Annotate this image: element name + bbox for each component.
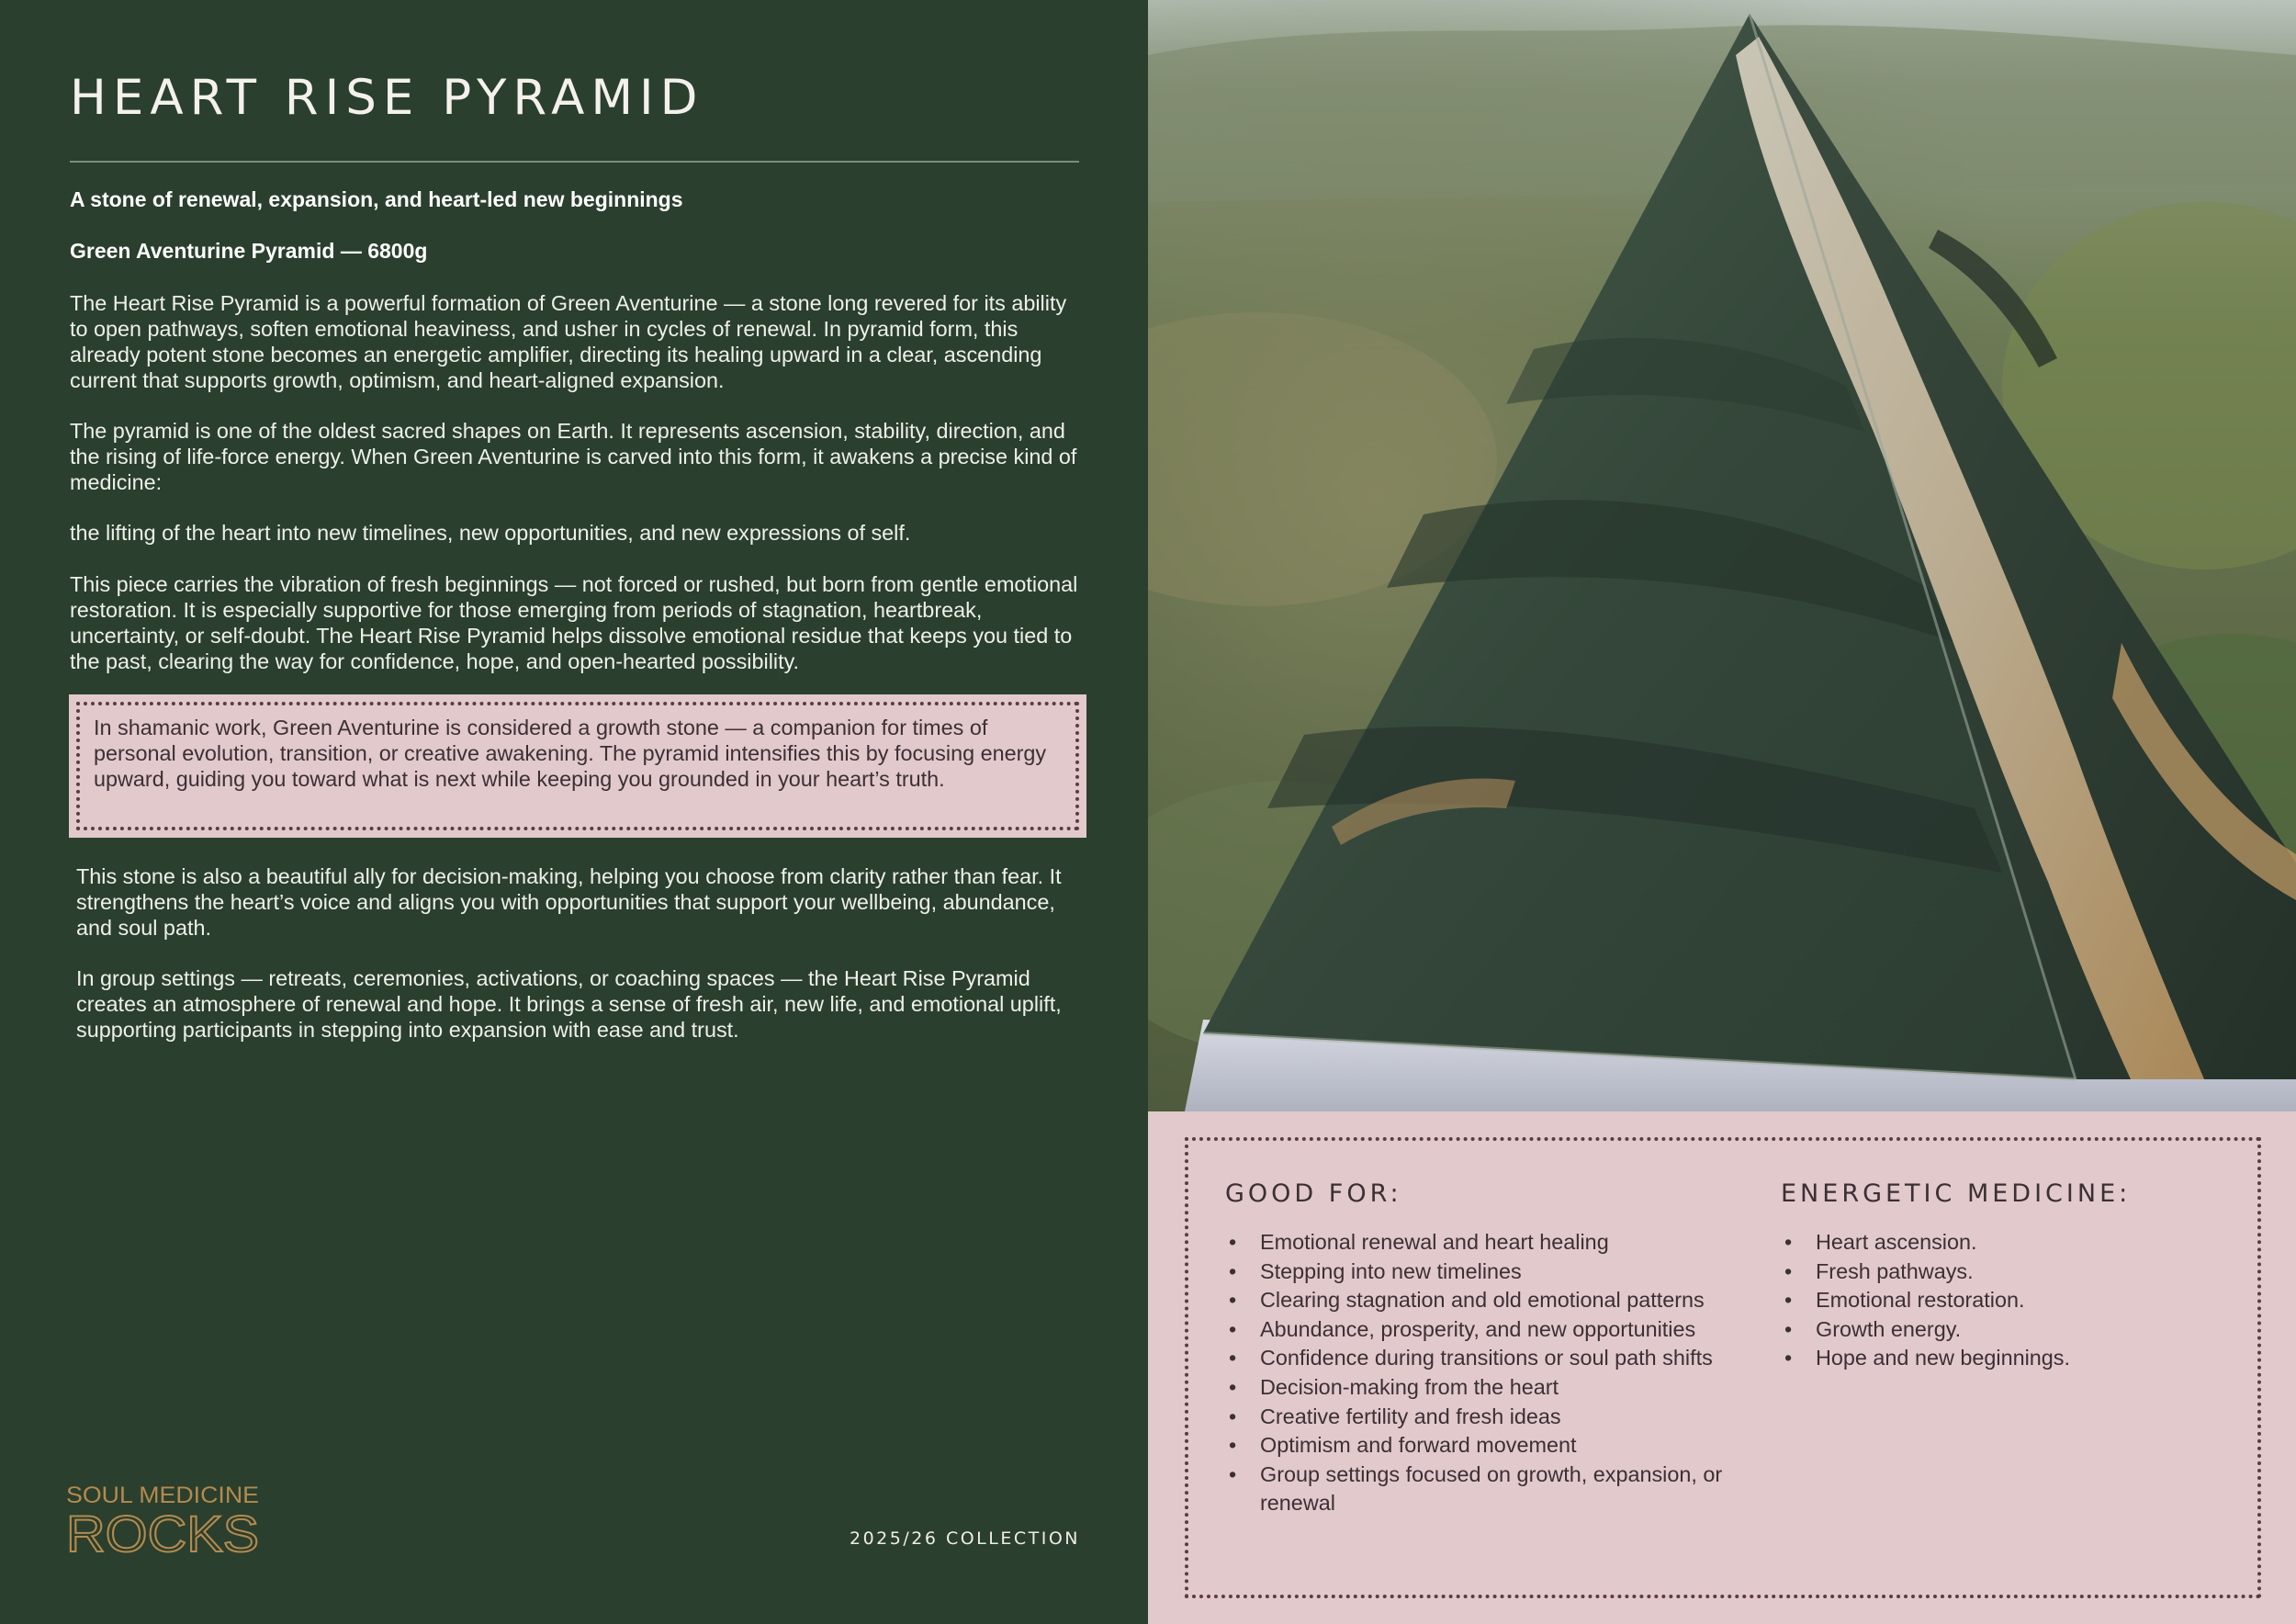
list-item: • Emotional restoration. (1781, 1286, 2222, 1315)
paragraph-heart-lifting: the lifting of the heart into new timelines, new opportunities, and new expressions of self. (70, 521, 911, 545)
paragraph-sacred-shape: The pyramid is one of the oldest sacred shapes on Earth. It represents ascension, stability, direction, and the rising of life-force energy. When Green Aventurine is carved into this form, it awakens a precise kind of medicine: (70, 419, 1077, 494)
list-item: • Hope and new beginnings. (1781, 1344, 2222, 1373)
list-item: • Emotional renewal and heart healing (1225, 1228, 1739, 1257)
page-title: HEART RISE PYRAMID (70, 70, 704, 126)
list-item: • Fresh pathways. (1781, 1257, 2222, 1287)
list-item: • Group settings focused on growth, expansion, or renewal (1225, 1460, 1739, 1518)
benefits-panel (1148, 1111, 2296, 1624)
logo-graphic (66, 1481, 268, 1554)
energetic-medicine-heading: ENERGETIC MEDICINE: (1781, 1179, 2132, 1208)
paragraph-decision-making: This stone is also a beautiful ally for decision-making, helping you choose from clarity rather than fear. It strengthens the heart’s voice and aligns you with opportunities that support your wellbeing, abundance, and soul path. (76, 864, 1062, 940)
list-item: • Heart ascension. (1781, 1228, 2222, 1257)
product-name: Green Aventurine Pyramid — 6800g (70, 239, 428, 263)
pyramid-photo-illustration (1148, 0, 2296, 1111)
list-item: • Stepping into new timelines (1225, 1257, 1739, 1287)
collection-label: 2025/26 COLLECTION (849, 1528, 1080, 1549)
list-item: • Decision-making from the heart (1225, 1373, 1739, 1403)
right-panel (1148, 0, 2296, 1624)
paragraph-fresh-beginnings: This piece carries the vibration of fresh beginnings — not forced or rushed, but born from gentle emotional restoration. It is especially supportive for those emerging from periods of stagnation, heartbreak, uncertainty, or self-doubt. The Heart Rise Pyramid helps dissolve emotional residue that keeps you tied to the past, clearing the way for confidence, hope, and open-hearted possibility. (70, 572, 1078, 673)
paragraph-group-settings: In group settings — retreats, ceremonies, activations, or coaching spaces — the Heart Rise Pyramid creates an atmosphere of renewal and hope. It brings a sense of fresh air, new life, and emotional uplift, supporting participants in stepping into expansion with ease and trust. (76, 966, 1062, 1042)
good-for-list (1225, 1228, 1739, 1518)
list-item: • Creative fertility and fresh ideas (1225, 1403, 1739, 1432)
shamanic-callout (69, 694, 1086, 838)
list-item: • Abundance, prosperity, and new opportunities (1225, 1315, 1739, 1345)
paragraph-intro: The Heart Rise Pyramid is a powerful formation of Green Aventurine — a stone long revered for its ability to open pathways, soften emotional heaviness, and usher in cycles of renewal. In pyramid form, this already potent stone becomes an energetic amplifier, directing its healing upward in a clear, ascending current that supports growth, optimism, and heart-aligned expansion. (70, 291, 1067, 392)
logo-line1: SOUL MEDICINE (66, 1483, 259, 1508)
brand-logo (66, 1481, 268, 1554)
list-item: • Confidence during transitions or soul path shifts (1225, 1344, 1739, 1373)
list-item: • Growth energy. (1781, 1315, 2222, 1345)
list-item: • Clearing stagnation and old emotional patterns (1225, 1286, 1739, 1315)
subtitle: A stone of renewal, expansion, and heart-led new beginnings (70, 187, 683, 211)
logo-line2: ROCKS (66, 1505, 259, 1554)
callout-text: In shamanic work, Green Aventurine is considered a growth stone — a companion for times of personal evolution, transition, or creative awakening. The pyramid intensifies this by focusing energy upward, guiding you toward what is next while keeping you grounded in your heart’s truth. (94, 716, 1047, 791)
title-divider (70, 161, 1079, 163)
list-item: • Optimism and forward movement (1225, 1431, 1739, 1460)
good-for-heading: GOOD FOR: (1225, 1179, 1402, 1208)
energetic-medicine-list (1781, 1228, 2222, 1373)
pyramid-photo (1148, 0, 2296, 1111)
